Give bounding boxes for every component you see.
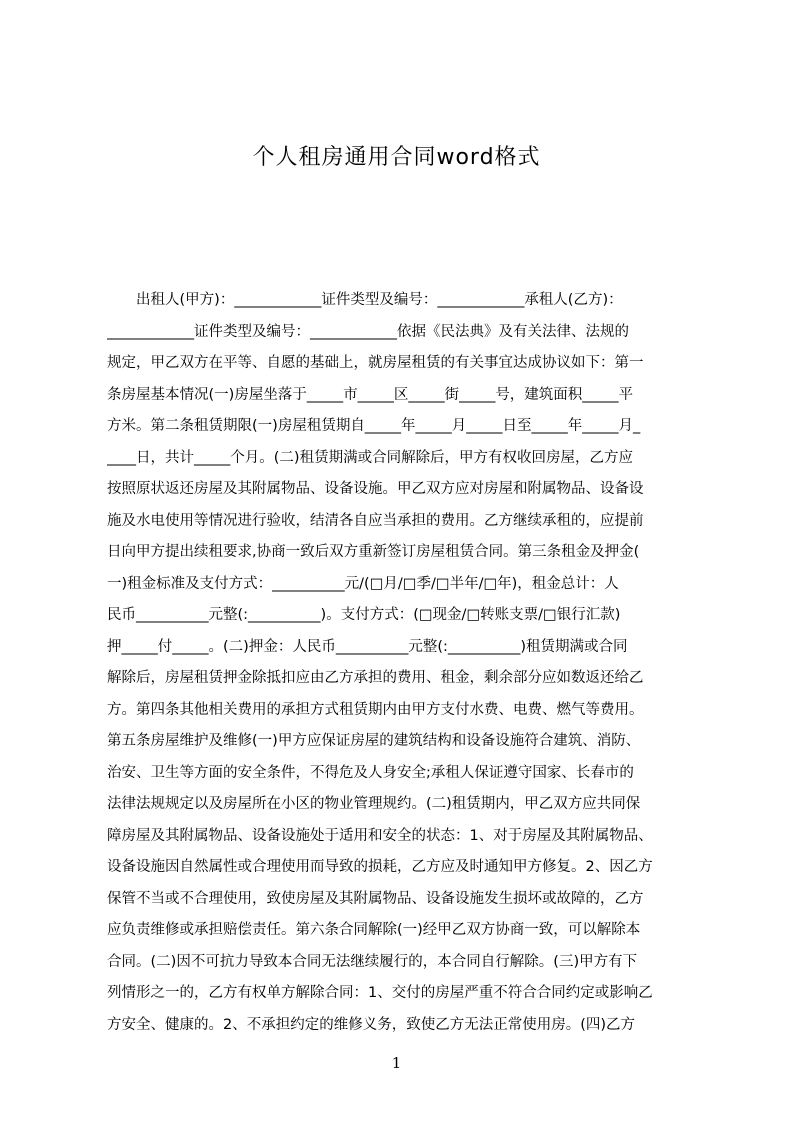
contract-text-line: 民币__________元整(:__________)。支付方式：(□现金/□转账支票/□银行汇款) [107, 607, 621, 623]
contract-text-line: 一)租金标准及支付方式：__________元/(□月/□季/□半年/□年)，租金总计：人 [107, 575, 619, 592]
contract-text-line: 规定，甲乙双方在平等、自愿的基础上，就房屋租赁的有关事宜达成协议如下：第一 [107, 355, 644, 371]
contract-text-line: ____日，共计_____个月。(二)租赁期满或合同解除后，甲方有权收回房屋，乙方应 [107, 449, 634, 466]
page-number: 1 [391, 1054, 402, 1072]
contract-text-line: 第五条房屋维护及维修(一)甲方应保证房屋的建筑结构和设备设施符合建筑、消防、 [107, 733, 641, 749]
contract-text-line: 按照原状返还房屋及其附属物品、设备设施。甲乙双方应对房屋和附属物品、设备设 [107, 481, 644, 497]
contract-text-line: 出租人(甲方)：____________证件类型及编号：____________承租人(乙方)： [107, 292, 623, 308]
document-title: 个人租房通用合同word格式 [252, 145, 541, 170]
contract-text-line: 治安、卫生等方面的安全条件，不得危及人身安全;承租人保证遵守国家、长春市的 [107, 764, 634, 781]
contract-text-line: 解除后，房屋租赁押金除抵扣应由乙方承担的费用、租金，剩余部分应如数返还给乙 [107, 670, 644, 686]
contract-text-line: 条房屋基本情况(一)房屋坐落于_____市_____区_____街_____号，建筑面积_____平 [107, 386, 634, 403]
contract-text-line: 合同。(二)因不可抗力导致本合同无法继续履行的，本合同自行解除。(三)甲方有下 [107, 953, 638, 970]
contract-text-line: 方安全、健康的。2、不承担约定的维修义务，致使乙方无法正常使用房。(四)乙方 [107, 1016, 636, 1033]
contract-text-line: 施及水电使用等情况进行验收，结清各自应当承担的费用。乙方继续承租的，应提前 [107, 512, 644, 529]
contract-text-line: ____________证件类型及编号：____________依据《民法典》及有关法律、法规的 [107, 323, 629, 340]
contract-text-line: 保管不当或不合理使用，致使房屋及其附属物品、设备设施发生损坏或故障的，乙方 [107, 890, 644, 907]
contract-text-line: 障房屋及其附属物品、设备设施处于适用和安全的状态：1、对于房屋及其附属物品、 [107, 827, 653, 844]
contract-text-line: 方米。第二条租赁期限(一)房屋租赁期自_____年_____月_____日至_____年_____月_ [107, 418, 641, 434]
contract-text-line: 法律法规规定以及房屋所在小区的物业管理规约。(二)租赁期内，甲乙双方应共同保 [107, 796, 641, 812]
contract-text-line [107, 1041, 697, 1045]
contract-text-line: 方。第四条其他相关费用的承担方式租赁期内由甲方支付水费、电费、燃气等费用。 [107, 701, 644, 718]
contract-text-line: 设备设施因自然属性或合理使用而导致的损耗，乙方应及时通知甲方修复。2、因乙方 [107, 859, 653, 875]
contract-text-line: 列情形之一的，乙方有权单方解除合同：1、交付的房屋严重不符合合同约定或影响乙 [107, 985, 653, 1001]
contract-text-line: 应负责维修或承担赔偿责任。第六条合同解除(一)经甲乙双方协商一致，可以解除本 [107, 922, 641, 938]
contract-body [107, 285, 697, 1045]
contract-text-line: 日向甲方提出续租要求,协商一致后双方重新签订房屋租赁合同。第三条租金及押金( [107, 544, 640, 560]
contract-text-line: 押_____付_____。(二)押金：人民币__________元整(:__________)租赁期满或合同 [107, 638, 628, 655]
